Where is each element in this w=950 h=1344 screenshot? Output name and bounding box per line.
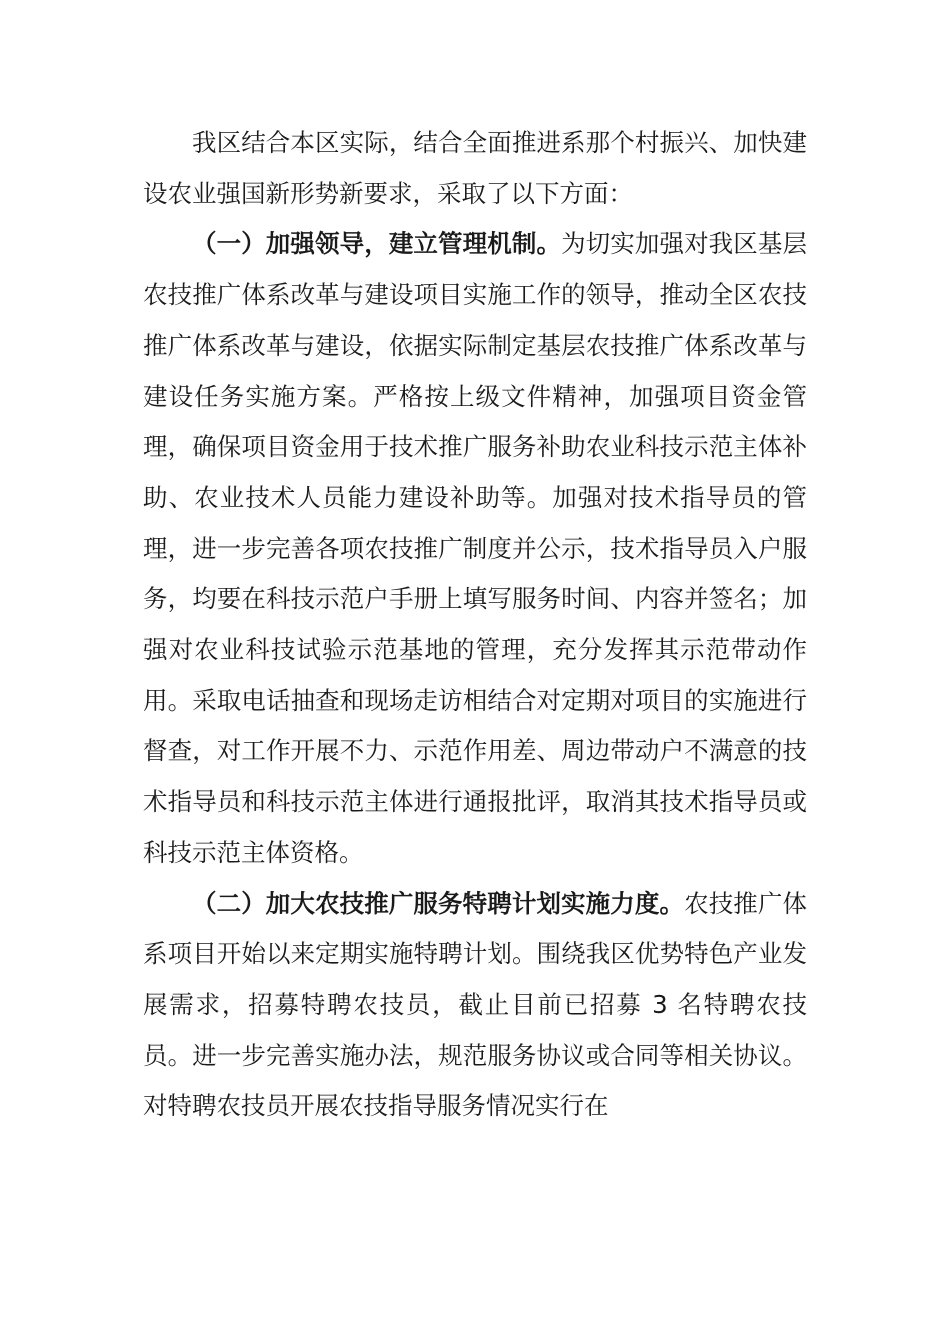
- section-2-heading: （二）加大农技推广服务特聘计划实施力度。: [192, 888, 685, 918]
- section-1-text: 为切实加强对我区基层农技推广体系改革与建设项目实施工作的领导，推动全区农技推广体系改革与建设，依据实际制定基层农技推广体系改革与建设任务实施方案。严格按上级文件精神，加强项目资金管理，确保项目资金用于技术推广服务补助农业科技示范主体补助、农业技术人员能力建设补助等。加强对技术指导员的管理，进一步完善各项农技推广制度并公示，技术指导员入户服务，均要在科技示范户手册上填写服务时间、内容并签名；加强对农业科技试验示范基地的管理，充分发挥其示范带动作用。采取电话抽查和现场走访相结合对定期对项目的实施进行督查，对工作开展不力、示范作用差、周边带动户不满意的技术指导员和科技示范主体进行通报批评，取消其技术指导员或科技示范主体资格。: [143, 229, 807, 867]
- section-1-heading: （一）加强领导，建立管理机制。: [192, 229, 562, 259]
- section-1-paragraph: [143, 219, 807, 878]
- document-body: [143, 118, 807, 1132]
- section-2-paragraph: [143, 879, 807, 1133]
- section-2-text: 农技推广体系项目开始以来定期实施特聘计划。围绕我区优势特色产业发展需求，招募特聘农技员，截止目前已招募 3 名特聘农技员。进一步完善实施办法，规范服务协议或合同等相关协议。对特聘农技员开展农技指导服务情况实行在: [143, 888, 808, 1121]
- intro-paragraph: [143, 118, 807, 219]
- intro-paragraph-text: 我区结合本区实际，结合全面推进系那个村振兴、加快建设农业强国新形势新要求，采取了以下方面：: [143, 128, 807, 208]
